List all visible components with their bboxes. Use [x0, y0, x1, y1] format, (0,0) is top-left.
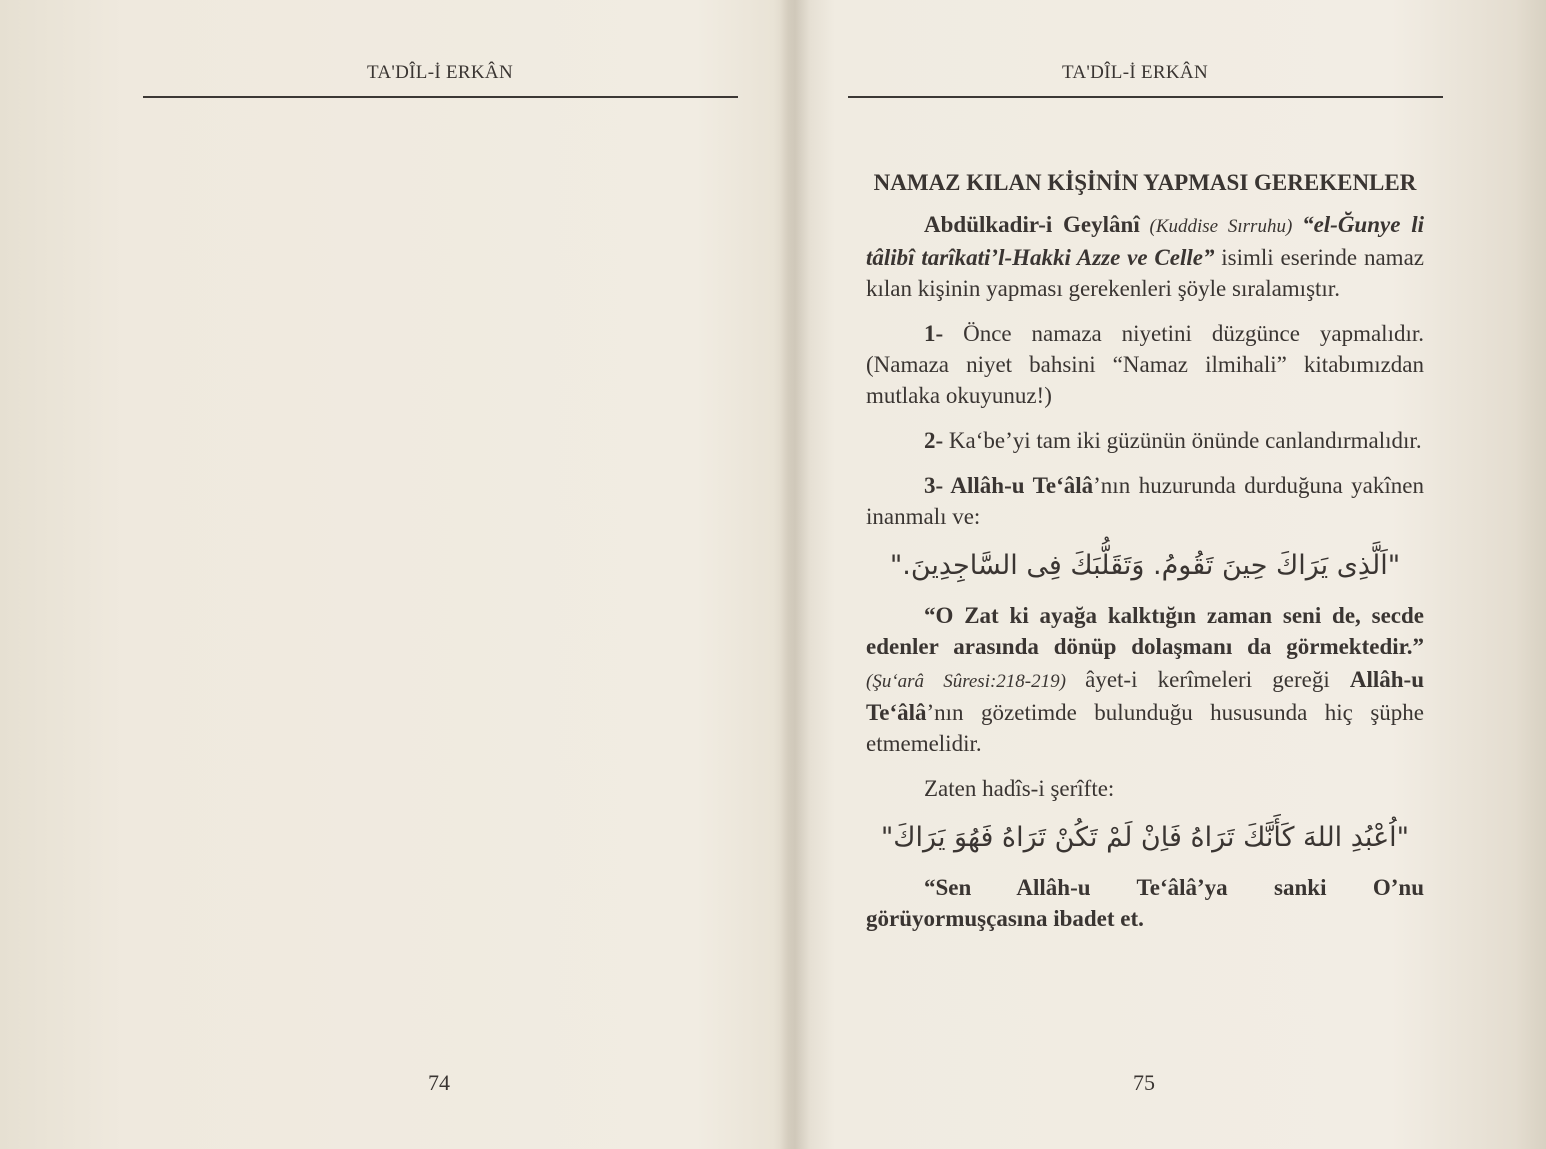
item-number: 3- Allâh-u Te‘âlâ	[924, 473, 1094, 498]
right-running-header: TA'DÎL-İ ERKÂN	[1062, 62, 1208, 83]
honorific: (Kuddise Sırruhu)	[1139, 216, 1303, 237]
paragraph-item-3	[866, 470, 1424, 532]
book-gutter	[780, 0, 810, 1149]
text: ’nın gözetimde bulunduğu hususunda hiç şüphe etmemelidir.	[866, 700, 1424, 756]
left-running-header: TA'DÎL-İ ERKÂN	[367, 62, 513, 83]
item-number: 1-	[924, 321, 944, 346]
paragraph-intro	[866, 209, 1424, 304]
text-bold: Allâh-u Te‘âlâ	[866, 667, 1424, 725]
section-title: NAMAZ KILAN KİŞİNİN YAPMASI GEREKENLER	[873, 170, 1417, 195]
item-text: Ka‘be’yi tam iki güzünün önünde canlandırmalıdır.	[943, 428, 1422, 453]
paragraph-item-2	[866, 425, 1424, 456]
paragraph-item-1	[866, 318, 1424, 411]
right-page-number: 75	[1133, 1070, 1155, 1095]
arabic-verse: "اَلَّذِى يَرَاكَ حِينَ تَقُومُ. وَتَقَلُّبَكَ فِى السَّاجِدِينَ."	[889, 550, 1401, 581]
left-header-rule	[143, 96, 738, 98]
intro-text: isimli eserinde namaz kılan kişinin yapması gerekenleri şöyle sıralamıştır.	[866, 245, 1424, 301]
paragraph-hadith-translation: “Sen Allâh-u Te‘âlâ’ya sanki O’nu görüyormuşçasına ibadet et.	[866, 875, 1424, 931]
item-text: ’nın huzurunda durduğuna yakînen inanmalı ve:	[866, 473, 1424, 529]
left-page-number: 74	[428, 1070, 450, 1095]
book-title: “el-Ğunye li tâlibî tarîkati’l-Hakki Azze ve Celle”	[866, 212, 1424, 270]
author-name: Abdülkadir-i Geylânî	[924, 212, 1140, 237]
text: âyet-i kerîmeleri gereği	[1085, 667, 1350, 692]
paragraph-hadith-intro: Zaten hadîs-i şerîfte:	[924, 776, 1115, 801]
right-page-body	[866, 168, 1424, 948]
item-number: 2-	[924, 428, 944, 453]
item-text: Önce namaza niyetini düzgünce yapmalıdır. (Namaza niyet bahsini “Namaz ilmihali” kitabımızdan mutlaka okuyunuz!)	[866, 321, 1424, 408]
paragraph-translation	[866, 600, 1424, 759]
arabic-hadith: "اُعْبُدِ اللهَ كَأَنَّكَ تَرَاهُ فَاِنْ لَمْ تَكُنْ تَرَاهُ فَهُوَ يَرَاكَ"	[880, 822, 1410, 853]
verse-translation: “O Zat ki ayağa kalktığın zaman seni de, secde edenler arasında dönüp dolaşmanı da görmektedir.”	[866, 603, 1424, 659]
verse-reference: (Şu‘arâ Sûresi:218-219)	[866, 671, 1086, 692]
right-header-rule	[848, 96, 1443, 98]
